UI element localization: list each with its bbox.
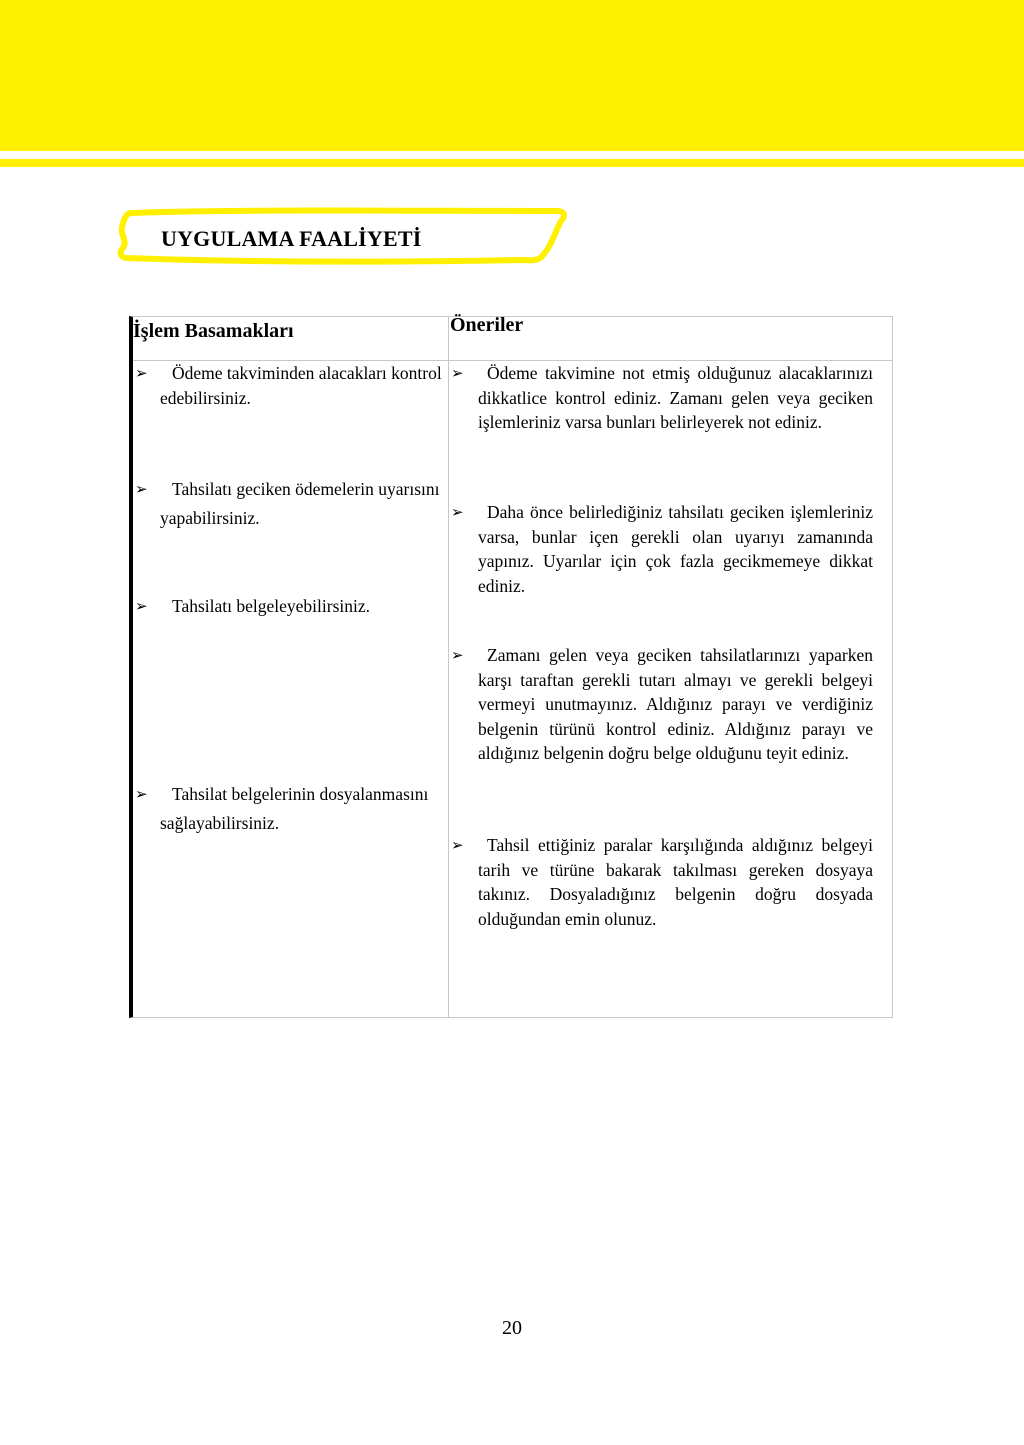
suggestion-text: Zamanı gelen veya geciken tahsilatlarınızı yaparken karşı taraftan gerekli tutarı almayı ve gerekli belgeyi vermeyi unutmayınız. Aldığınız parayı ve verdiğiniz belgenin türünü kontrol ediniz. Aldığınız parayı ve aldığınız belgenin doğru belge olduğunu teyit ediniz.: [478, 645, 873, 763]
arrow-bullet-icon: ➢: [135, 364, 148, 382]
step-text: Tahsilatı belgeleyebilirsiniz.: [172, 596, 371, 616]
column-divider: [448, 317, 449, 1017]
suggestion-item: [451, 361, 873, 435]
arrow-bullet-icon: ➢: [135, 480, 148, 498]
step-text: Tahsilat belgelerinin dosyalanmasını sağlayabilirsiniz.: [160, 784, 429, 833]
header-steps: İşlem Basamakları: [133, 320, 294, 342]
suggestion-text: Ödeme takvimine not etmiş olduğunuz alacaklarınızı dikkatlice kontrol ediniz. Zamanı gelen veya geciken işlemleriniz varsa bunları belirleyerek not ediniz.: [478, 363, 873, 432]
step-item: [135, 361, 445, 410]
step-text: Ödeme takviminden alacakları kontrol edebilirsiniz.: [160, 363, 442, 408]
header-yellow-band: [0, 0, 1024, 151]
arrow-bullet-icon: ➢: [451, 503, 464, 521]
suggestion-item: [451, 500, 873, 598]
step-item: [135, 475, 445, 533]
header-yellow-stripe: [0, 159, 1024, 167]
step-item: [135, 780, 445, 838]
suggestion-text: Tahsil ettiğiniz paralar karşılığında aldığınız belgeyi tarih ve türüne bakarak takılması gereken dosyaya takınız. Dosyaladığınız belgenin doğru dosyada olduğundan emin olunuz.: [478, 835, 873, 929]
arrow-bullet-icon: ➢: [451, 836, 464, 854]
arrow-bullet-icon: ➢: [135, 785, 148, 803]
suggestion-item: [451, 643, 873, 766]
step-text: Tahsilatı geciken ödemelerin uyarısını yapabilirsiniz.: [160, 479, 440, 528]
arrow-bullet-icon: ➢: [135, 597, 148, 615]
activity-table: [129, 316, 893, 1018]
suggestion-text: Daha önce belirlediğiniz tahsilatı geciken işlemleriniz varsa, bunlar içen gerekli olan uyarıyı zamanında yapınız. Uyarılar için çok fazla gecikmemeye dikkat ediniz.: [478, 502, 873, 596]
arrow-bullet-icon: ➢: [451, 646, 464, 664]
section-title: UYGULAMA FAALİYETİ: [161, 226, 422, 251]
page-number: 20: [502, 1317, 522, 1339]
suggestion-item: [451, 833, 873, 931]
step-item: [135, 594, 445, 619]
header-suggestions: Öneriler: [450, 314, 524, 336]
arrow-bullet-icon: ➢: [451, 364, 464, 382]
section-title-frame: [114, 205, 569, 265]
